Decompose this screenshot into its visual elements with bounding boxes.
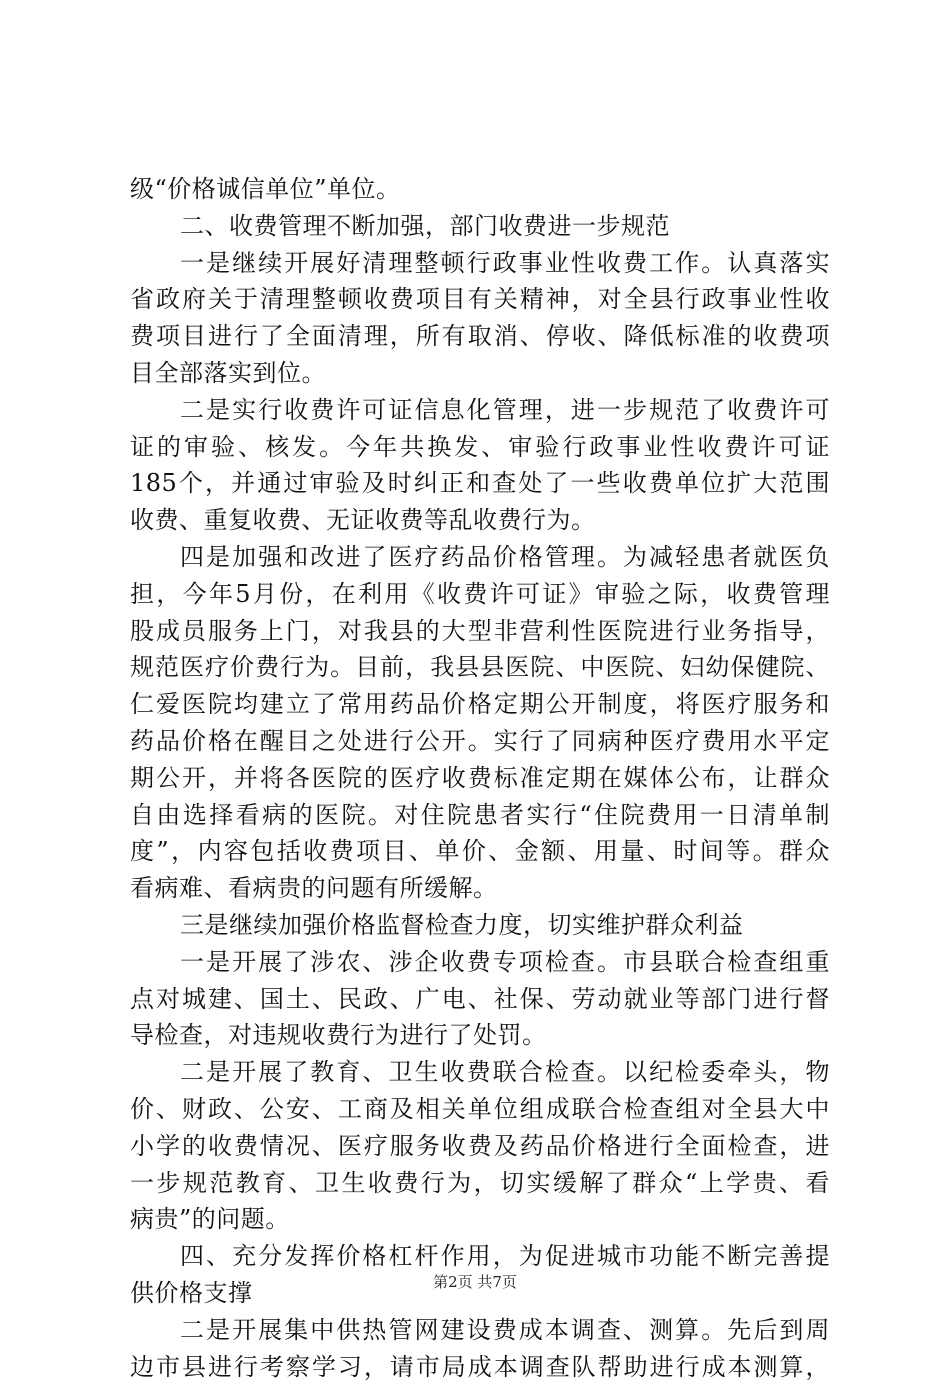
page-footer: 第2页 共7页 [0,1272,950,1292]
text-line: 证的审验、核发。今年共换发、审验行政事业性收费许可证 [130,429,830,466]
text-line: 二是开展集中供热管网建设费成本调查、测算。先后到周 [130,1312,830,1349]
text-line: 目全部落实到位。 [130,355,830,392]
text-line: 四、充分发挥价格杠杆作用，为促进城市功能不断完善提 [130,1238,830,1275]
text-line: 病贵”的问题。 [130,1201,830,1238]
text-line: 边市县进行考察学习，请市局成本调查队帮助进行成本测算， [130,1349,830,1385]
text-line: 二是实行收费许可证信息化管理，进一步规范了收费许可 [130,392,830,429]
text-line: 三是继续加强价格监督检查力度，切实维护群众利益 [130,907,830,944]
text-line: 一是开展了涉农、涉企收费专项检查。市县联合检查组重 [130,944,830,981]
text-line: 费项目进行了全面清理，所有取消、停收、降低标准的收费项 [130,318,830,355]
text-line: 省政府关于清理整顿收费项目有关精神，对全县行政事业性收 [130,281,830,318]
text-line: 一步规范教育、卫生收费行为，切实缓解了群众“上学贵、看 [130,1165,830,1202]
text-line: 度”，内容包括收费项目、单价、金额、用量、时间等。群众 [130,833,830,870]
text-line: 仁爱医院均建立了常用药品价格定期公开制度，将医疗服务和 [130,686,830,723]
text-line: 点对城建、国土、民政、广电、社保、劳动就业等部门进行督 [130,981,830,1018]
text-line: 导检查，对违规收费行为进行了处罚。 [130,1017,830,1054]
text-line: 看病难、看病贵的问题有所缓解。 [130,870,830,907]
text-line: 一是继续开展好清理整顿行政事业性收费工作。认真落实 [130,245,830,282]
text-line: 价、财政、公安、工商及相关单位组成联合检查组对全县大中 [130,1091,830,1128]
text-line: 担，今年5月份，在利用《收费许可证》审验之际，收费管理 [130,576,830,613]
text-line: 自由选择看病的医院。对住院患者实行“住院费用一日清单制 [130,797,830,834]
text-line: 185个，并通过审验及时纠正和查处了一些收费单位扩大范围 [130,465,830,502]
text-line: 四是加强和改进了医疗药品价格管理。为减轻患者就医负 [130,539,830,576]
text-line: 期公开，并将各医院的医疗收费标准定期在媒体公布，让群众 [130,760,830,797]
text-line: 二、收费管理不断加强，部门收费进一步规范 [130,208,830,245]
document-body [130,171,830,1385]
text-line: 股成员服务上门，对我县的大型非营利性医院进行业务指导， [130,613,830,650]
text-line: 收费、重复收费、无证收费等乱收费行为。 [130,502,830,539]
text-line: 级“价格诚信单位”单位。 [130,171,830,208]
text-line: 规范医疗价费行为。目前，我县县医院、中医院、妇幼保健院、 [130,649,830,686]
text-line: 供价格支撑 [130,1275,830,1312]
text-line: 二是开展了教育、卫生收费联合检查。以纪检委牵头，物 [130,1054,830,1091]
text-line: 药品价格在醒目之处进行公开。实行了同病种医疗费用水平定 [130,723,830,760]
text-line: 小学的收费情况、医疗服务收费及药品价格进行全面检查，进 [130,1128,830,1165]
